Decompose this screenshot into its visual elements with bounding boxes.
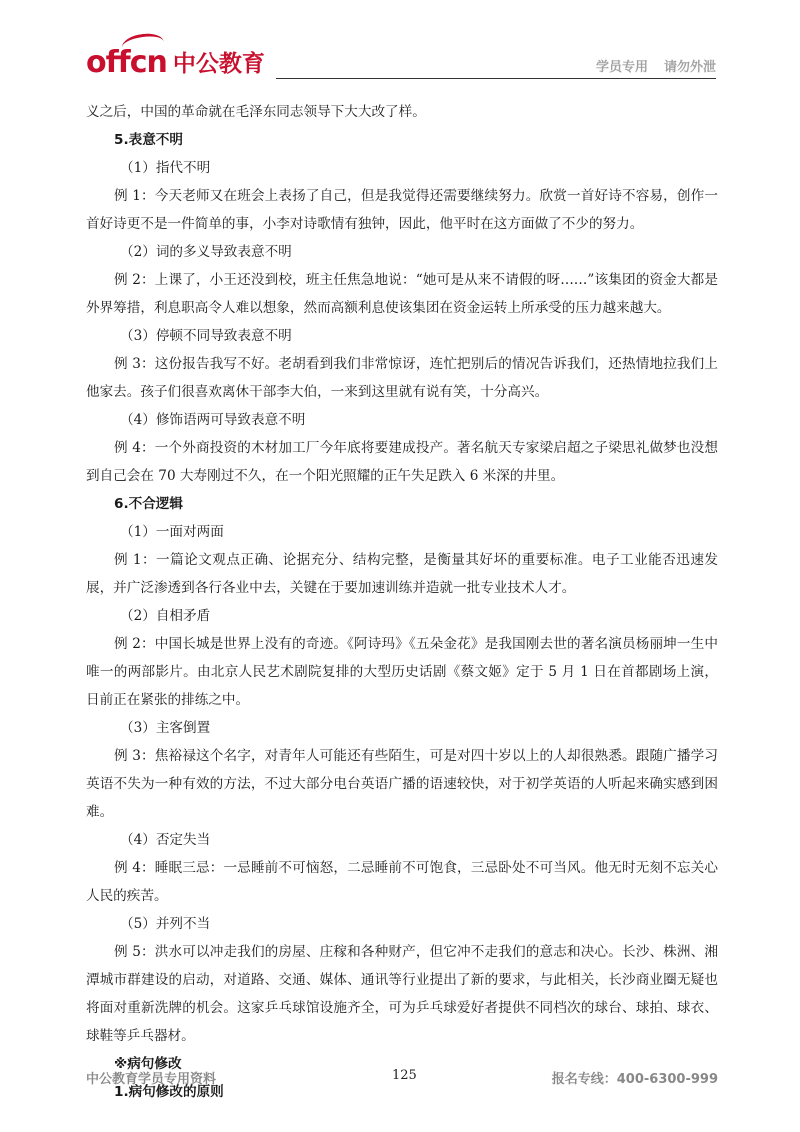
example-5-1: 例 1：今天老师又在班会上表扬了自己，但是我觉得还需要继续努力。欣赏一首好诗不容易，创作一首好诗更不是一件简单的事，小李对诗歌情有独钟，因此，他平时在这方面做了不少的努力。: [86, 188, 718, 232]
page-footer: [86, 1068, 718, 1092]
subheading-subject-object: （3）主客倒置: [120, 720, 211, 736]
header-divider: [276, 78, 716, 79]
page-content: [86, 98, 718, 1106]
example-6-4: 例 4：睡眠三忌：一忌睡前不可恼怒，二忌睡前不可饱食，三忌卧处不可当风。他无时无刻不忘关心人民的疾苦。: [86, 860, 718, 904]
example-6-3: 例 3：焦裕禄这个名字，对青年人可能还有些陌生，可是对四十岁以上的人却很熟悉。跟随广播学习英语不失为一种有效的方法，不过大部分电台英语广播的语速较快，对于初学英语的人听起来确实感到困难。: [86, 748, 718, 820]
header-tag-student-only: 学员专用: [595, 60, 648, 75]
subheading-one-vs-two: （1）一面对两面: [120, 524, 224, 540]
example-6-1: 例 1：一篇论文观点正确、论据充分、结构完整，是衡量其好坏的重要标准。电子工业能否迅速发展，并广泛渗透到各行各业中去，关键在于要加速训练并造就一批专业技术人才。: [86, 552, 718, 596]
subheading-modifier: （4）修饰语两可导致表意不明: [120, 412, 306, 428]
example-6-2: 例 2：中国长城是世界上没有的奇迹。《阿诗玛》《五朵金花》是我国刚去世的著名演员杨丽坤一生中唯一的两部影片。由北京人民艺术剧院复排的大型历史话剧《蔡文姬》定于 5 月 1 日在首都剧场上演，日前正在紧张的排练之中。: [86, 636, 718, 708]
header-tag-no-distribution: 请勿外泄: [663, 60, 716, 75]
logo-wordmark: offcn: [86, 45, 167, 80]
heading-ambiguous-meaning: 5.表意不明: [114, 132, 183, 148]
example-5-4: 例 4：一个外商投资的木材加工厂今年底将要建成投产。著名航天专家梁启超之子梁思礼做梦也没想到自己会在 70 大寿刚过不久，在一个阳光照耀的正午失足跌入 6 米深的井里。: [86, 440, 718, 484]
page-header: [86, 40, 716, 82]
heading-sentence-correction: ※病句修改: [114, 1056, 182, 1072]
footer-material-label: 中公教育学员专用资料: [86, 1072, 217, 1087]
subheading-self-contradiction: （2）自相矛盾: [120, 608, 211, 624]
heading-illogical: 6.不合逻辑: [114, 496, 183, 512]
footer-hotline: 报名专线：400-6300-999: [551, 1072, 718, 1087]
example-5-3: 例 3：这份报告我写不好。老胡看到我们非常惊讶，连忙把别后的情况告诉我们，还热情地拉我们上他家去。孩子们很喜欢离休干部李大伯，一来到这里就有说有笑，十分高兴。: [86, 356, 718, 400]
example-5-2: 例 2：上课了，小王还没到校，班主任焦急地说：“她可是从来不请假的呀……”该集团的资金大都是外界筹措，利息职高令人难以想象，然而高额利息使该集团在资金运转上所承受的压力越来越大。: [86, 272, 718, 316]
subheading-parallel: （5）并列不当: [120, 916, 211, 932]
subheading-negation: （4）否定失当: [120, 832, 211, 848]
logo-chinese-name: 中公教育: [172, 51, 265, 77]
header-notice: [596, 56, 716, 75]
subheading-polysemy: （2）词的多义导致表意不明: [120, 244, 292, 260]
offcn-logo: [86, 40, 265, 80]
example-6-5: 例 5：洪水可以冲走我们的房屋、庄稼和各种财产，但它冲不走我们的意志和决心。长沙、株洲、湘潭城市群建设的启动，对道路、交通、媒体、通讯等行业提出了新的要求，与此相关，长沙商业圈无疑也将面对重新洗牌的机会。这家乒乓球馆设施齐全，可为乒乓球爱好者提供不同档次的球台、球拍、球衣、球鞋等乒乓器材。: [86, 944, 718, 1044]
page-number: 125: [392, 1068, 417, 1083]
paragraph-continued: 义之后，中国的革命就在毛泽东同志领导下大大改了样。: [86, 104, 426, 120]
heading-correction-principles: 1.病句修改的原则: [114, 1084, 224, 1100]
subheading-pause: （3）停顿不同导致表意不明: [120, 328, 292, 344]
subheading-unclear-reference: （1）指代不明: [120, 160, 211, 176]
